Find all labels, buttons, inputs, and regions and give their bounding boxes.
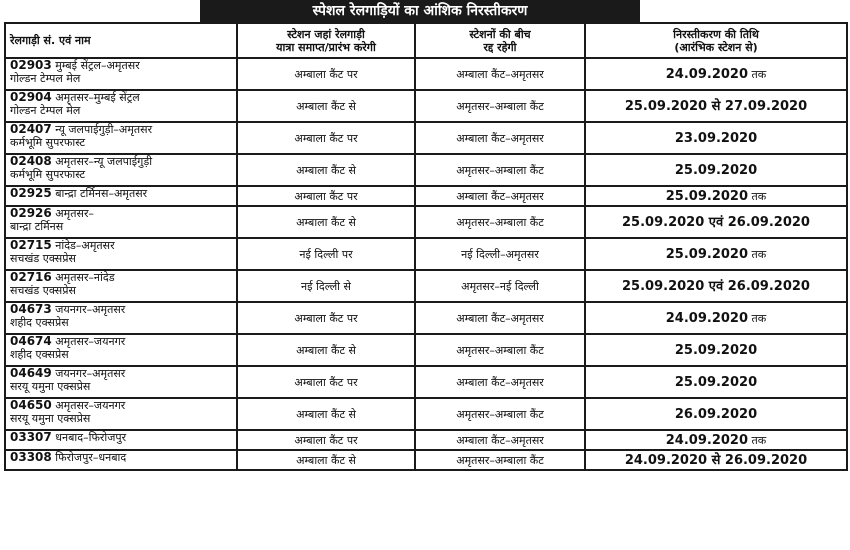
- header-station: स्टेशन जहां रेलगाड़ी यात्रा समाप्त/प्रारंभ करेगी: [237, 23, 415, 58]
- date-cell: [585, 90, 847, 122]
- between-cell: अमृतसर–अम्बाला कैंट: [415, 334, 585, 366]
- train-cell: [5, 398, 237, 430]
- between-cell: अम्बाला कैंट–अमृतसर: [415, 430, 585, 450]
- table-row: [5, 450, 847, 470]
- station-cell: अम्बाला कैंट पर: [237, 430, 415, 450]
- train-cell: [5, 58, 237, 90]
- train-number: 02903: [10, 58, 52, 72]
- station-cell: अम्बाला कैंट पर: [237, 366, 415, 398]
- cancel-date: 24.09.2020: [665, 310, 749, 326]
- train-cell: [5, 450, 237, 470]
- header-train: रेलगाड़ी सं. एवं नाम: [5, 23, 237, 58]
- train-route: अमृतसर–नांदेड: [55, 271, 115, 284]
- train-cell: [5, 366, 237, 398]
- date-suffix: तक: [751, 189, 767, 203]
- train-cell: [5, 430, 237, 450]
- train-number: 03308: [10, 450, 52, 464]
- date-cell: [585, 238, 847, 270]
- train-cell: [5, 270, 237, 302]
- train-name: शहीद एक्सप्रेस: [10, 316, 69, 329]
- train-number: 04673: [10, 302, 52, 316]
- train-route: मुम्बई सेंट्रल–अमृतसर: [55, 59, 140, 72]
- train-cell: [5, 186, 237, 206]
- train-number: 02926: [10, 206, 52, 220]
- train-number: 02407: [10, 122, 52, 136]
- train-route: नांदेड–अमृतसर: [55, 239, 115, 252]
- date-suffix: तक: [751, 433, 767, 447]
- cancel-date: 25.09.2020: [674, 162, 758, 178]
- cancel-date: 24.09.2020: [665, 432, 749, 448]
- train-number: 02925: [10, 186, 52, 200]
- station-cell: अम्बाला कैंट से: [237, 90, 415, 122]
- station-cell: अम्बाला कैंट से: [237, 450, 415, 470]
- between-cell: अम्बाला कैंट–अमृतसर: [415, 58, 585, 90]
- cancel-date: 25.09.2020: [665, 246, 749, 262]
- date-suffix: तक: [751, 67, 767, 81]
- train-name: गोल्डन टेम्पल मेल: [10, 72, 81, 85]
- table-row: [5, 58, 847, 90]
- train-route: न्यू जलपाईगुड़ी–अमृतसर: [55, 123, 153, 136]
- train-cell: [5, 334, 237, 366]
- train-cell: [5, 302, 237, 334]
- between-cell: अमृतसर–अम्बाला कैंट: [415, 154, 585, 186]
- station-cell: नई दिल्ली पर: [237, 238, 415, 270]
- train-name: बान्द्रा टर्मिनस: [10, 220, 64, 233]
- between-cell: अमृतसर–अम्बाला कैंट: [415, 450, 585, 470]
- between-cell: नई दिल्ली–अमृतसर: [415, 238, 585, 270]
- cancel-date: 25.09.2020 एवं 26.09.2020: [622, 214, 810, 230]
- table-row: [5, 206, 847, 238]
- train-number: 02716: [10, 270, 52, 284]
- train-name: गोल्डन टेम्पल मेल: [10, 104, 81, 117]
- table-row: [5, 270, 847, 302]
- date-cell: [585, 450, 847, 470]
- train-name: शहीद एक्सप्रेस: [10, 348, 69, 361]
- date-cell: [585, 398, 847, 430]
- train-cell: [5, 90, 237, 122]
- station-cell: अम्बाला कैंट पर: [237, 302, 415, 334]
- train-name: सरयू यमुना एक्सप्रेस: [10, 380, 91, 393]
- between-cell: अम्बाला कैंट–अमृतसर: [415, 366, 585, 398]
- cancel-date: 24.09.2020 से 26.09.2020: [624, 452, 808, 468]
- table-row: [5, 430, 847, 450]
- station-cell: अम्बाला कैंट से: [237, 154, 415, 186]
- date-cell: [585, 270, 847, 302]
- date-cell: [585, 154, 847, 186]
- table-row: [5, 398, 847, 430]
- cancel-date: 25.09.2020: [674, 374, 758, 390]
- train-name: सचखंड एक्सप्रेस: [10, 252, 76, 265]
- date-cell: [585, 302, 847, 334]
- train-name: कर्मभूमि सुपरफास्ट: [10, 168, 86, 181]
- train-route: अमृतसर–जयनगर: [55, 335, 126, 348]
- train-name: सरयू यमुना एक्सप्रेस: [10, 412, 91, 425]
- table-row: [5, 122, 847, 154]
- table-row: [5, 90, 847, 122]
- cancel-date: 25.09.2020: [674, 342, 758, 358]
- date-cell: [585, 334, 847, 366]
- train-name: कर्मभूमि सुपरफास्ट: [10, 136, 86, 149]
- train-route: जयनगर–अमृतसर: [55, 367, 126, 380]
- table-row: [5, 186, 847, 206]
- between-cell: अमृतसर–नई दिल्ली: [415, 270, 585, 302]
- notice-title: स्पेशल रेलगाड़ियों का आंशिक निरस्तीकरण: [200, 0, 640, 22]
- date-cell: [585, 58, 847, 90]
- table-header-row: [5, 23, 847, 58]
- station-cell: अम्बाला कैंट पर: [237, 122, 415, 154]
- cancel-date: 25.09.2020: [665, 188, 749, 204]
- train-route: अमृतसर–मुम्बई सेंट्रल: [55, 91, 140, 104]
- cancel-date: 23.09.2020: [674, 130, 758, 146]
- train-route: अमृतसर–न्यू जलपाईगुड़ी: [55, 155, 153, 168]
- between-cell: अम्बाला कैंट–अमृतसर: [415, 186, 585, 206]
- cancellation-table: [4, 22, 848, 471]
- date-cell: [585, 366, 847, 398]
- between-cell: अम्बाला कैंट–अमृतसर: [415, 302, 585, 334]
- cancel-date: 26.09.2020: [674, 406, 758, 422]
- station-cell: अम्बाला कैंट से: [237, 398, 415, 430]
- date-cell: [585, 430, 847, 450]
- date-cell: [585, 122, 847, 154]
- between-cell: अमृतसर–अम्बाला कैंट: [415, 90, 585, 122]
- table-row: [5, 334, 847, 366]
- header-date: निरस्तीकरण की तिथि (आरंभिक स्टेशन से): [585, 23, 847, 58]
- train-number: 04649: [10, 366, 52, 380]
- train-route: अमृतसर–: [55, 207, 94, 220]
- table-row: [5, 366, 847, 398]
- train-route: अमृतसर–जयनगर: [55, 399, 126, 412]
- station-cell: अम्बाला कैंट से: [237, 334, 415, 366]
- train-number: 04650: [10, 398, 52, 412]
- train-route: धनबाद–फिरोजपुर: [55, 431, 127, 444]
- train-cell: [5, 206, 237, 238]
- train-cell: [5, 238, 237, 270]
- train-route: जयनगर–अमृतसर: [55, 303, 126, 316]
- date-cell: [585, 206, 847, 238]
- station-cell: नई दिल्ली से: [237, 270, 415, 302]
- train-cell: [5, 122, 237, 154]
- train-number: 02904: [10, 90, 52, 104]
- date-cell: [585, 186, 847, 206]
- train-number: 04674: [10, 334, 52, 348]
- table-row: [5, 238, 847, 270]
- header-between: स्टेशनों की बीच रद्द रहेगी: [415, 23, 585, 58]
- cancel-date: 25.09.2020 एवं 26.09.2020: [622, 278, 810, 294]
- station-cell: अम्बाला कैंट पर: [237, 186, 415, 206]
- station-cell: अम्बाला कैंट पर: [237, 58, 415, 90]
- train-name: सचखंड एक्सप्रेस: [10, 284, 76, 297]
- station-cell: अम्बाला कैंट से: [237, 206, 415, 238]
- train-number: 03307: [10, 430, 52, 444]
- table-row: [5, 154, 847, 186]
- cancel-date: 25.09.2020 से 27.09.2020: [624, 98, 808, 114]
- date-suffix: तक: [751, 311, 767, 325]
- train-number: 02408: [10, 154, 52, 168]
- train-route: फिरोजपुर–धनबाद: [55, 451, 127, 464]
- train-route: बान्द्रा टर्मिनस–अमृतसर: [55, 187, 148, 200]
- between-cell: अमृतसर–अम्बाला कैंट: [415, 206, 585, 238]
- cancel-date: 24.09.2020: [665, 66, 749, 82]
- table-row: [5, 302, 847, 334]
- between-cell: अम्बाला कैंट–अमृतसर: [415, 122, 585, 154]
- date-suffix: तक: [751, 247, 767, 261]
- train-cell: [5, 154, 237, 186]
- between-cell: अमृतसर–अम्बाला कैंट: [415, 398, 585, 430]
- train-number: 02715: [10, 238, 52, 252]
